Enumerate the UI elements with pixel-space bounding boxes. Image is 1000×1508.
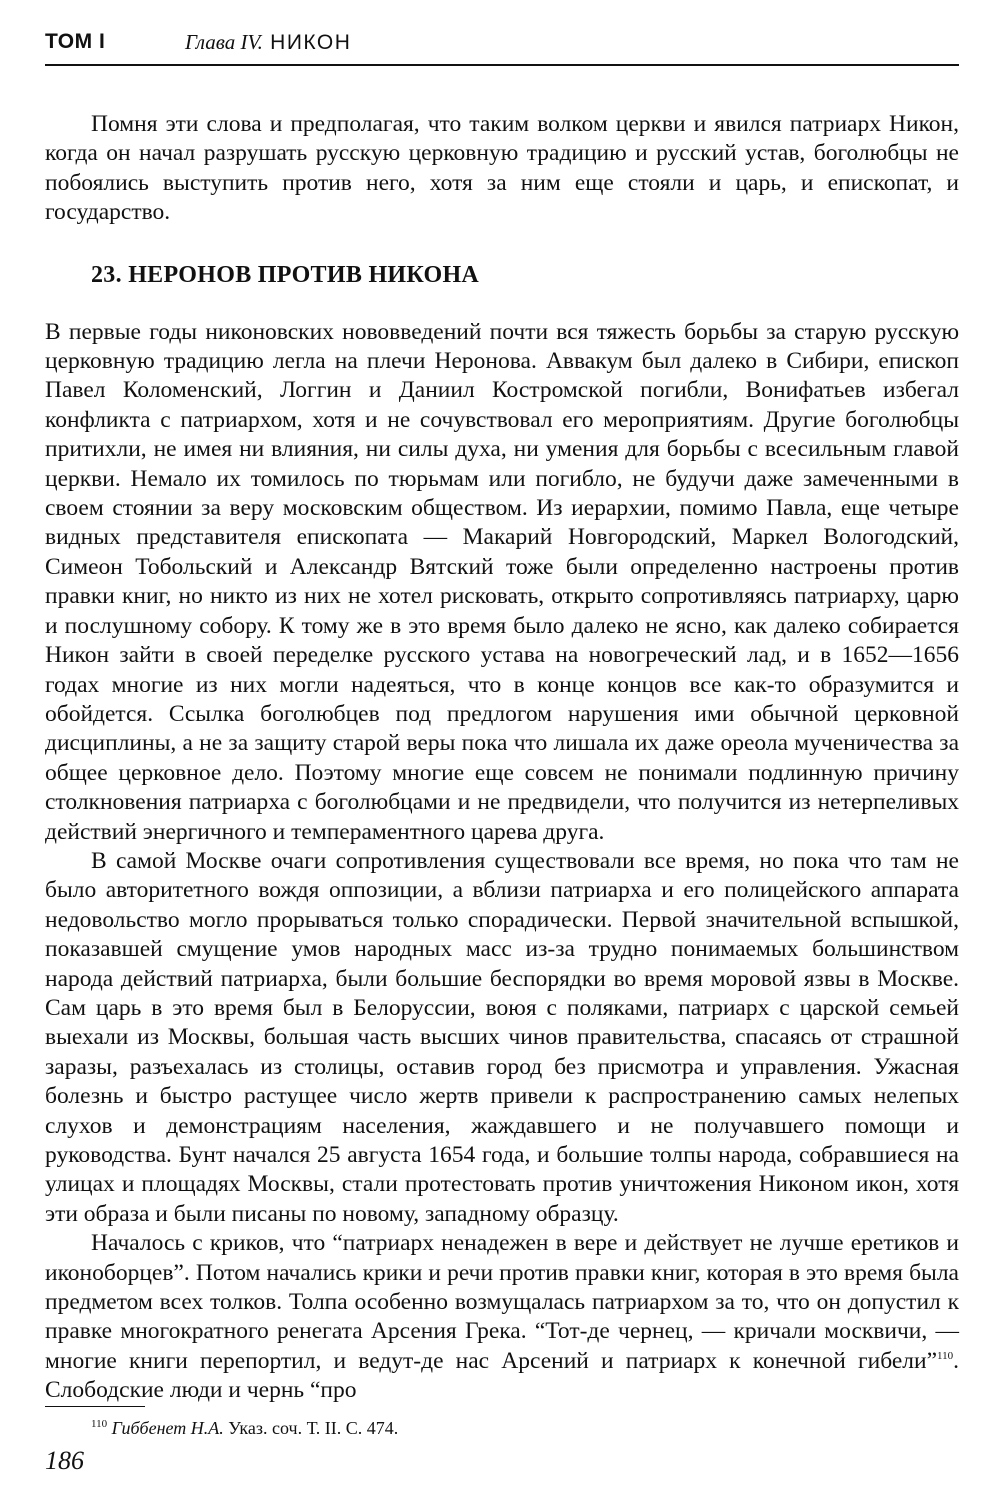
paragraph-text-continued: . Слободские люди и чернь “про — [45, 1347, 959, 1404]
volume-label: ТОМ I — [45, 30, 106, 53]
footnote-marker: 110 — [937, 1350, 954, 1363]
footnote — [91, 1418, 398, 1439]
book-page — [45, 28, 959, 1488]
footnote-author: Гиббенет Н.А. — [111, 1418, 224, 1438]
chapter-title — [185, 30, 351, 55]
paragraph — [45, 1229, 959, 1405]
chapter-name: НИКОН — [270, 31, 352, 54]
paragraph-text: Началось с криков, что “патриарх ненадежен в вере и действует не лучше еретиков и иконоборцев”. Потом начались крики и речи против правки книг, которая в это время была предметом всех толков. Толпа особенно возмущалась патриархом за то, что он допустил к правке многократного ренегата Арсения Грека. “Тот-де чернец, — кричали москвичи, — многие книги перепортил, и ведут-де нас Арсений и патриарх к конечной гибели” — [45, 1230, 959, 1374]
page-number: 186 — [45, 1446, 84, 1475]
footnote-divider — [45, 1406, 145, 1407]
chapter-label: Глава IV. — [185, 30, 263, 54]
footnote-number: 110 — [91, 1418, 108, 1430]
page-body — [45, 110, 959, 1406]
paragraph: В самой Москве очаги сопротивления существовали все время, но пока что там не было авторитетного вождя оппозиции, а вблизи патриарха и его полицейского аппарата недовольство могло прорываться только спорадически. Первой значительной вспышкой, показавшей смущение умов народных масс из-за трудно понимаемых большинством народа действий патриарха, были большие беспорядки во время моровой язвы в Москве. Сам царь в это время был в Белоруссии, воюя с поляками, патриарх с царской семьей выехали из Москвы, большая часть высших чинов правительства, спасаясь от страшной заразы, разъехалась из столицы, оставив город без присмотра и управления. Ужасная болезнь и быстро растущее число жертв привели к распространению самых нелепых слухов и демонстрациям населения, жаждавшего и не получавшего помощи и руководства. Бунт начался 25 августа 1654 года, и большие толпы народа, собравшиеся на улицах и площадях Москвы, стали протестовать против уничтожения Никоном икон, хотя эти образа и были писаны по новому, западному образцу. — [45, 847, 959, 1227]
section-heading: 23. НЕРОНОВ ПРОТИВ НИКОНА — [91, 261, 480, 288]
running-header — [45, 28, 959, 66]
paragraph: Помня эти слова и предполагая, что таким волком церкви и явился патриарх Никон, когда он начал разрушать русскую церковную традицию и русский устав, боголюбцы не побоялись выступить против него, хотя за ним еще стояли и царь, и епископат, и государство. — [45, 111, 959, 226]
footnote-text: Указ. соч. Т. II. С. 474. — [223, 1418, 399, 1438]
paragraph: В первые годы никоновских нововведений почти вся тяжесть борьбы за старую русскую церковную традицию легла на плечи Неронова. Аввакум был далеко в Сибири, епископ Павел Коломенский, Логгин и Даниил Костромской погибли, Вонифатьев избегал конфликта с патриархом, хотя и не сочувствовал его мероприятиям. Другие боголюбцы притихли, не имея ни влияния, ни силы духа, ни умения для борьбы с всесильным главой церкви. Немало их томилось по тюрьмам или погибло, не будучи даже замеченными в своем стоянии за веру московским обществом. Из иерархии, помимо Павла, еще четыре видных представителя епископата — Макарий Новгородский, Маркел Вологодский, Симеон Тобольский и Александр Вятский тоже были определенно настроены против правки книг, но никто из них не хотел рисковать, открыто сопротивляясь патриарху, царю и послушному собору. К тому же в это время было далеко не ясно, как далеко собирается Никон зайти в своей переделке русского устава на новогреческий лад, и в 1652—1656 годах многие из них могли надеяться, что в конце концов все как-то образумится и обойдется. Ссылка боголюбцев под предлогом нарушения ими обычной церковной дисциплины, а не за защиту старой веры пока что лишала их даже ореола мученичества за общее церковное дело. Поэтому многие еще совсем не понимали подлинную причину столкновения патриарха с боголюбцами и не предвидели, что получится из нетерпеливых действий энергичного и темпераментного царева друга. — [45, 318, 959, 845]
